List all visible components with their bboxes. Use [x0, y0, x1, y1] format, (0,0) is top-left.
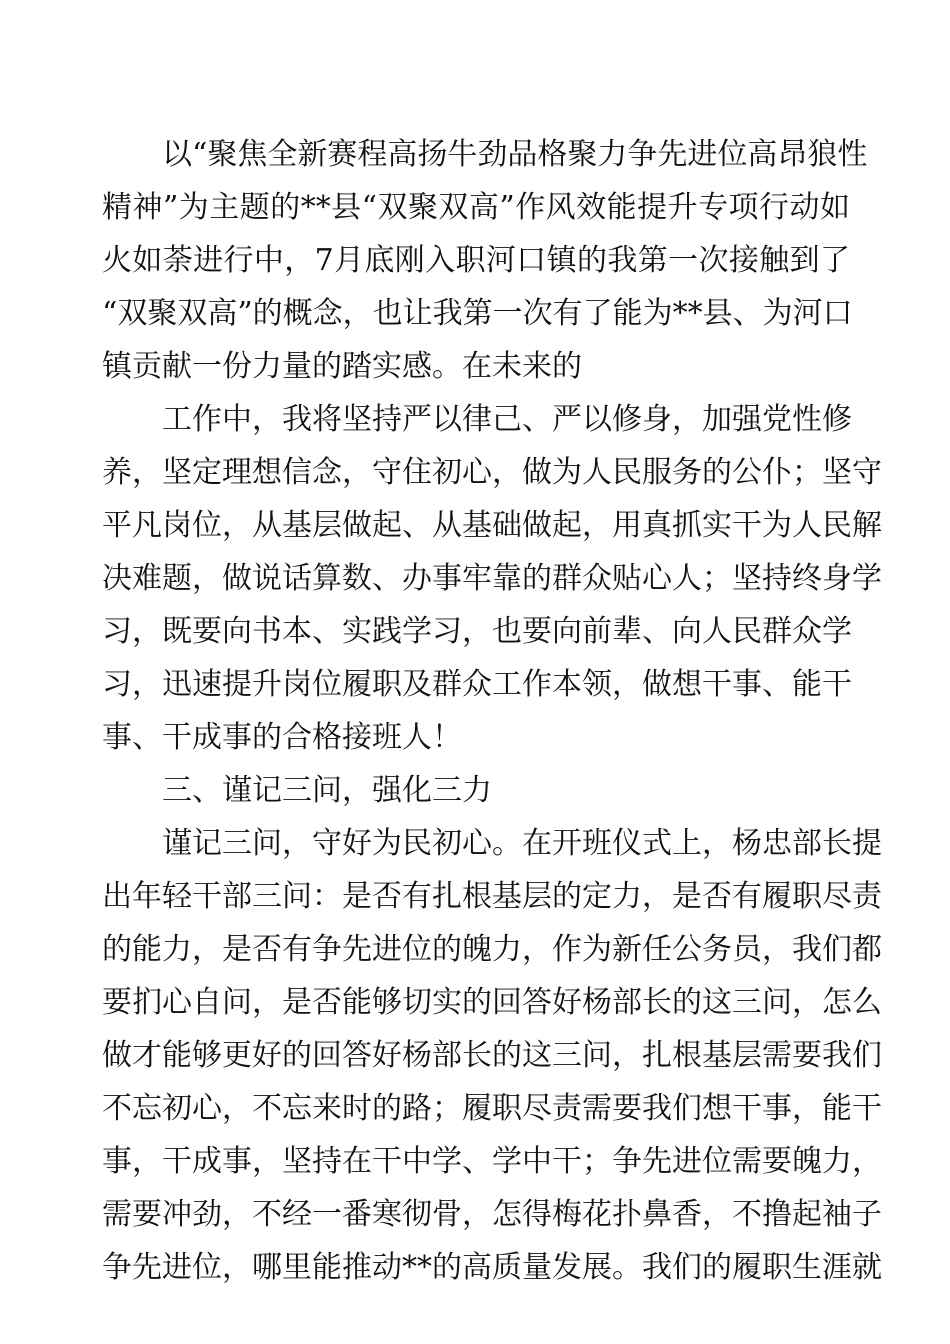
text-line: 镇贡献一份力量的踏实感。在未来的	[102, 349, 582, 384]
heading-text: 三、谨记三问，强化三力	[162, 773, 492, 808]
text-line: 做才能够更好的回答好杨部长的这三问，扎根基层需要我们	[102, 1038, 882, 1073]
text-line: 的能力，是否有争先进位的魄力，作为新任公务员，我们都	[102, 932, 882, 967]
text-line: 平凡岗位，从基层做起、从基础做起，用真抓实干为人民解	[102, 508, 882, 543]
text-line: 需要冲劲，不经一番寒彻骨，怎得梅花扑鼻香，不撸起袖子	[102, 1197, 882, 1232]
text-line: 以“聚焦全新赛程高扬牛劲品格聚力争先进位高昂狼性	[162, 137, 868, 172]
text-line: 要扪心自问，是否能够切实的回答好杨部长的这三问，怎么	[102, 985, 882, 1020]
text-line: 决难题，做说话算数、办事牢靠的群众贴心人；坚持终身学	[102, 561, 882, 596]
text-line: 工作中，我将坚持严以律己、严以修身，加强党性修	[162, 402, 852, 437]
text-line: 火如荼进行中，7月底刚入职河口镇的我第一次接触到了	[102, 243, 850, 278]
section-heading	[102, 764, 850, 817]
paragraph-three-questions	[102, 817, 882, 1294]
document-page	[102, 128, 882, 1294]
paragraph-commitment	[102, 393, 882, 764]
text-line: 事，干成事，坚持在干中学、学中干；争先进位需要魄力，	[102, 1144, 882, 1179]
text-line: 事、干成事的合格接班人！	[102, 720, 462, 755]
text-line: 出年轻干部三问：是否有扎根基层的定力，是否有履职尽责	[102, 879, 882, 914]
text-line: 谨记三问，守好为民初心。在开班仪式上，杨忠部长提	[162, 826, 882, 861]
text-line: “双聚双高”的概念，也让我第一次有了能为**县、为河口	[102, 296, 853, 331]
text-line: 不忘初心，不忘来时的路；履职尽责需要我们想干事，能干	[102, 1091, 882, 1126]
text-line: 精神”为主题的**县“双聚双高”作风效能提升专项行动如	[102, 190, 850, 225]
text-line: 争先进位，哪里能推动**的高质量发展。我们的履职生涯就	[102, 1250, 882, 1285]
text-line: 习，迅速提升岗位履职及群众工作本领，做想干事、能干	[102, 667, 852, 702]
text-line: 习，既要向书本、实践学习，也要向前辈、向人民群众学	[102, 614, 852, 649]
text-line: 养，坚定理想信念，守住初心，做为人民服务的公仆；坚守	[102, 455, 882, 490]
paragraph-intro	[102, 128, 868, 393]
